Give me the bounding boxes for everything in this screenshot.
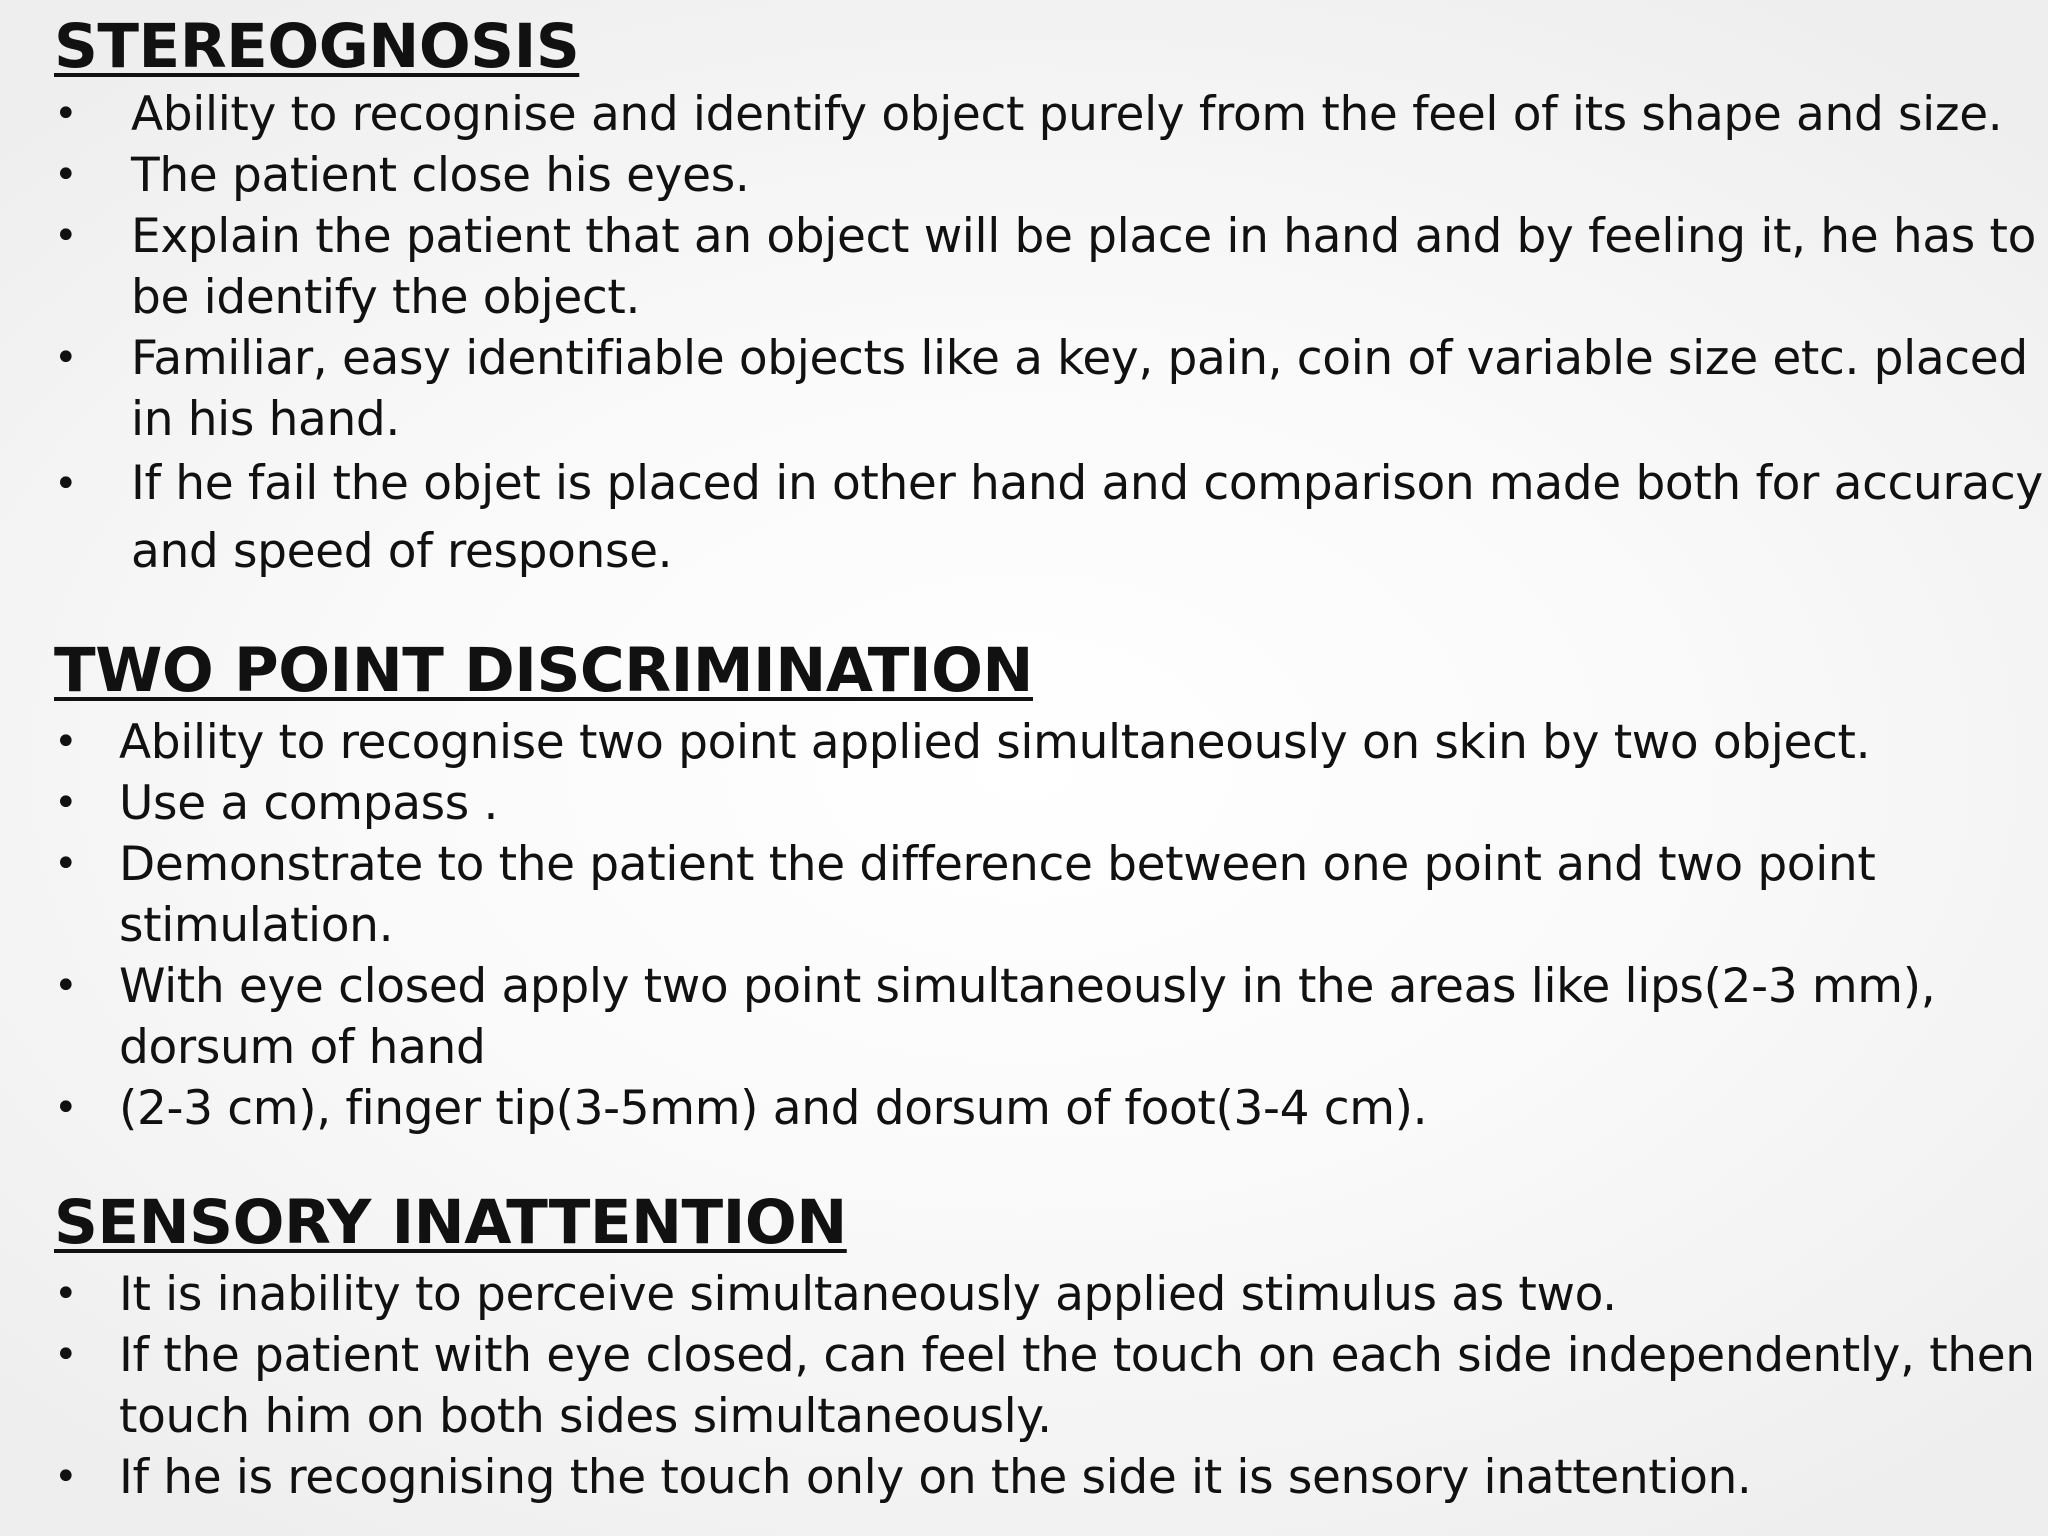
- list-item-text: If the patient with eye closed, can feel the touch on each side independently, then touch him on both sides simultaneously.: [119, 1328, 2035, 1444]
- bullet-icon: •: [54, 213, 78, 259]
- bullet-list: [54, 1264, 2044, 1508]
- list-item-text: Explain the patient that an object will be place in hand and by feeling it, he has to be identify the object.: [131, 209, 2036, 325]
- list-item: [54, 450, 2044, 586]
- bullet-icon: •: [54, 335, 78, 381]
- bullet-list: [54, 712, 2044, 1139]
- bullet-icon: •: [54, 1332, 78, 1378]
- section-heading: TWO POINT DISCRIMINATION: [54, 635, 1033, 706]
- list-item-text: Demonstrate to the patient the difference between one point and two point stimulation.: [119, 837, 1876, 953]
- list-item: [54, 1078, 2044, 1139]
- bullet-icon: •: [54, 963, 78, 1009]
- list-item-text: Ability to recognise and identify object purely from the feel of its shape and size.: [131, 87, 2003, 142]
- list-item: [54, 834, 2044, 956]
- list-item: [54, 1447, 2044, 1508]
- list-item-text: (2-3 cm), finger tip(3-5mm) and dorsum of foot(3-4 cm).: [119, 1081, 1428, 1136]
- list-item-text: Familiar, easy identifiable objects like a key, pain, coin of variable size etc. placed in his hand.: [131, 331, 2028, 447]
- bullet-list: [54, 84, 2044, 586]
- list-item: [54, 84, 2044, 145]
- bullet-icon: •: [54, 1454, 78, 1500]
- list-item: [54, 773, 2044, 834]
- list-item-text: If he fail the objet is placed in other hand and comparison made both for accuracy and speed of response.: [131, 456, 2043, 579]
- list-item-text: If he is recognising the touch only on the side it is sensory inattention.: [119, 1450, 1752, 1505]
- bullet-icon: •: [54, 152, 78, 198]
- section-two-point-discrimination: [54, 635, 2044, 1139]
- list-item: [54, 1325, 2044, 1447]
- list-item-text: Use a compass .: [119, 776, 499, 831]
- list-item-text: The patient close his eyes.: [131, 148, 750, 203]
- list-item-text: With eye closed apply two point simultaneously in the areas like lips(2-3 mm), dorsum of hand: [119, 959, 1936, 1075]
- bullet-icon: •: [54, 1271, 78, 1317]
- list-item: [54, 712, 2044, 773]
- list-item-text: It is inability to perceive simultaneously applied stimulus as two.: [119, 1267, 1617, 1322]
- bullet-icon: •: [54, 91, 78, 137]
- section-heading: STEREOGNOSIS: [54, 11, 580, 82]
- bullet-icon: •: [54, 1085, 78, 1131]
- bullet-icon: •: [54, 780, 78, 826]
- list-item: [54, 206, 2044, 328]
- list-item: [54, 145, 2044, 206]
- list-item: [54, 1264, 2044, 1325]
- list-item-text: Ability to recognise two point applied simultaneously on skin by two object.: [119, 715, 1871, 770]
- list-item: [54, 328, 2044, 450]
- list-item: [54, 956, 2044, 1078]
- bullet-icon: •: [54, 461, 78, 507]
- section-sensory-inattention: [54, 1187, 2044, 1508]
- bullet-icon: •: [54, 719, 78, 765]
- section-stereognosis: [54, 11, 2044, 586]
- bullet-icon: •: [54, 841, 78, 887]
- section-heading: SENSORY INATTENTION: [54, 1187, 847, 1258]
